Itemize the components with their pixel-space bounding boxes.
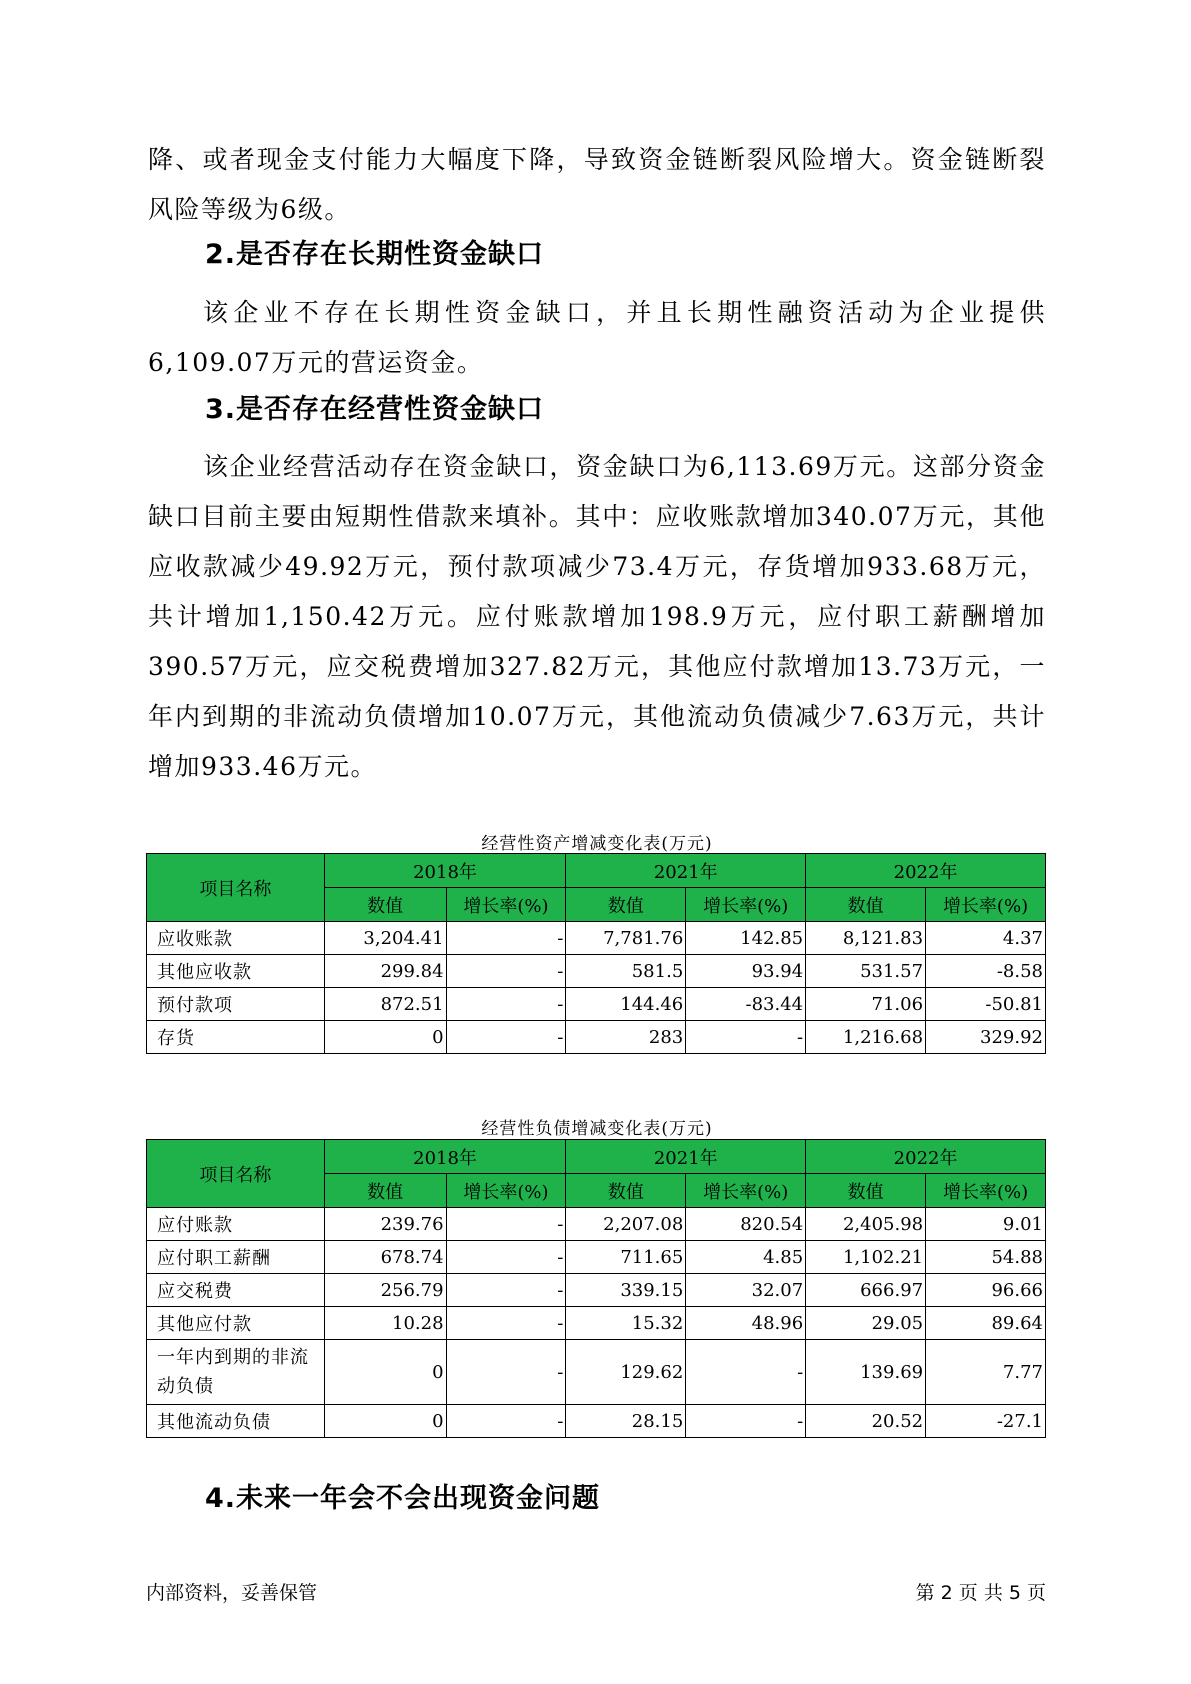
table-row xyxy=(147,1208,1046,1241)
growth-rate-cell: -27.1 xyxy=(926,1405,1046,1438)
value-cell: 15.32 xyxy=(566,1307,686,1340)
growth-rate-cell: - xyxy=(446,1208,566,1241)
growth-header: 增长率(%) xyxy=(446,888,566,922)
value-cell: 711.65 xyxy=(566,1241,686,1274)
value-cell: 0 xyxy=(324,1340,446,1405)
value-cell: 7,781.76 xyxy=(566,922,686,955)
section-2-heading: 2.是否存在长期性资金缺口 xyxy=(205,239,545,270)
value-cell: 1,102.21 xyxy=(806,1241,926,1274)
growth-rate-cell: - xyxy=(446,922,566,955)
growth-rate-cell: 54.88 xyxy=(926,1241,1046,1274)
value-cell: 2,405.98 xyxy=(806,1208,926,1241)
growth-rate-cell: 329.92 xyxy=(926,1021,1046,1054)
growth-rate-cell: - xyxy=(686,1340,806,1405)
table-row xyxy=(147,922,1046,955)
value-cell: 20.52 xyxy=(806,1405,926,1438)
assets-table xyxy=(146,853,1046,1054)
row-item-name: 其他流动负债 xyxy=(147,1405,325,1438)
value-cell: 283 xyxy=(566,1021,686,1054)
row-item-name: 其他应付款 xyxy=(147,1307,325,1340)
growth-header: 增长率(%) xyxy=(686,1174,806,1208)
value-cell: 872.51 xyxy=(324,988,446,1021)
value-cell: 28.15 xyxy=(566,1405,686,1438)
value-cell: 0 xyxy=(324,1021,446,1054)
row-item-name: 应交税费 xyxy=(147,1274,325,1307)
growth-rate-cell: - xyxy=(446,955,566,988)
growth-rate-cell: - xyxy=(446,1021,566,1054)
value-cell: 666.97 xyxy=(806,1274,926,1307)
value-header: 数值 xyxy=(806,1174,926,1208)
section-3-paragraph: 该企业经营活动存在资金缺口，资金缺口为6,113.69万元。这部分资金缺口目前主要由短期性借款来填补。其中：应收账款增加340.07万元，其他应收款减少49.92万元，预付款项减少73.4万元，存货增加933.68万元，共计增加1,150.42万元。应付账款增加198.9万元，应付职工薪酬增加390.57万元，应交税费增加327.82万元，其他应付款增加13.73万元，一年内到期的非流动负债增加10.07万元，其他流动负债减少7.63万元，共计增加933.46万元。 xyxy=(148,452,1046,781)
growth-rate-cell: -8.58 xyxy=(926,955,1046,988)
section-3-heading: 3.是否存在经营性资金缺口 xyxy=(205,394,545,425)
row-item-name: 应付账款 xyxy=(147,1208,325,1241)
table-row xyxy=(147,1340,1046,1405)
value-cell: 299.84 xyxy=(324,955,446,988)
item-name-header: 项目名称 xyxy=(147,1140,325,1208)
growth-rate-cell: 4.37 xyxy=(926,922,1046,955)
value-cell: 339.15 xyxy=(566,1274,686,1307)
growth-rate-cell: 820.54 xyxy=(686,1208,806,1241)
growth-rate-cell: 93.94 xyxy=(686,955,806,988)
table-row xyxy=(147,1405,1046,1438)
row-item-name: 一年内到期的非流动负债 xyxy=(147,1340,325,1405)
row-item-name: 应付职工薪酬 xyxy=(147,1241,325,1274)
growth-header: 增长率(%) xyxy=(446,1174,566,1208)
year-header: 2021年 xyxy=(566,854,806,888)
value-cell: 239.76 xyxy=(324,1208,446,1241)
value-cell: 10.28 xyxy=(324,1307,446,1340)
growth-rate-cell: -50.81 xyxy=(926,988,1046,1021)
value-header: 数值 xyxy=(324,1174,446,1208)
growth-rate-cell: - xyxy=(686,1405,806,1438)
year-header: 2018年 xyxy=(324,854,566,888)
table-row xyxy=(147,1021,1046,1054)
growth-rate-cell: 32.07 xyxy=(686,1274,806,1307)
growth-rate-cell: - xyxy=(686,1021,806,1054)
growth-rate-cell: 142.85 xyxy=(686,922,806,955)
section-2-paragraph: 该企业不存在长期性资金缺口，并且长期性融资活动为企业提供6,109.07万元的营运资金。 xyxy=(148,298,1046,377)
growth-rate-cell: - xyxy=(446,1241,566,1274)
value-cell: 2,207.08 xyxy=(566,1208,686,1241)
value-cell: 71.06 xyxy=(806,988,926,1021)
value-cell: 139.69 xyxy=(806,1340,926,1405)
value-header: 数值 xyxy=(806,888,926,922)
footer-confidential-note: 内部资料，妥善保管 xyxy=(146,1582,318,1604)
growth-header: 增长率(%) xyxy=(926,888,1046,922)
year-header: 2018年 xyxy=(324,1140,566,1174)
table-row xyxy=(147,1307,1046,1340)
value-cell: 256.79 xyxy=(324,1274,446,1307)
liabilities-table-caption: 经营性负债增减变化表(万元) xyxy=(481,1119,713,1139)
growth-rate-cell: 4.85 xyxy=(686,1241,806,1274)
row-item-name: 应收账款 xyxy=(147,922,325,955)
value-cell: 129.62 xyxy=(566,1340,686,1405)
growth-rate-cell: - xyxy=(446,1340,566,1405)
item-name-header: 项目名称 xyxy=(147,854,325,922)
growth-header: 增长率(%) xyxy=(926,1174,1046,1208)
intro-paragraph: 降、或者现金支付能力大幅度下降，导致资金链断裂风险增大。资金链断裂风险等级为6级。 xyxy=(148,145,1046,224)
growth-rate-cell: 7.77 xyxy=(926,1340,1046,1405)
year-header: 2022年 xyxy=(806,1140,1046,1174)
assets-table-caption: 经营性资产增减变化表(万元) xyxy=(481,834,713,854)
value-header: 数值 xyxy=(324,888,446,922)
growth-rate-cell: 96.66 xyxy=(926,1274,1046,1307)
growth-rate-cell: -83.44 xyxy=(686,988,806,1021)
growth-rate-cell: 9.01 xyxy=(926,1208,1046,1241)
liabilities-table xyxy=(146,1139,1046,1438)
value-cell: 0 xyxy=(324,1405,446,1438)
growth-rate-cell: - xyxy=(446,1274,566,1307)
section-4-heading: 4.未来一年会不会出现资金问题 xyxy=(205,1483,601,1514)
value-cell: 1,216.68 xyxy=(806,1021,926,1054)
growth-rate-cell: - xyxy=(446,1405,566,1438)
growth-rate-cell: - xyxy=(446,1307,566,1340)
year-header: 2021年 xyxy=(566,1140,806,1174)
value-cell: 8,121.83 xyxy=(806,922,926,955)
growth-rate-cell: - xyxy=(446,988,566,1021)
row-item-name: 其他应收款 xyxy=(147,955,325,988)
value-header: 数值 xyxy=(566,888,686,922)
growth-rate-cell: 48.96 xyxy=(686,1307,806,1340)
row-item-name: 存货 xyxy=(147,1021,325,1054)
value-cell: 29.05 xyxy=(806,1307,926,1340)
value-cell: 144.46 xyxy=(566,988,686,1021)
footer-page-number: 第 2 页 共 5 页 xyxy=(915,1582,1046,1604)
value-cell: 3,204.41 xyxy=(324,922,446,955)
year-header: 2022年 xyxy=(806,854,1046,888)
growth-header: 增长率(%) xyxy=(686,888,806,922)
value-header: 数值 xyxy=(566,1174,686,1208)
value-cell: 581.5 xyxy=(566,955,686,988)
row-item-name: 预付款项 xyxy=(147,988,325,1021)
growth-rate-cell: 89.64 xyxy=(926,1307,1046,1340)
table-row xyxy=(147,1274,1046,1307)
table-row xyxy=(147,955,1046,988)
table-row xyxy=(147,988,1046,1021)
value-cell: 531.57 xyxy=(806,955,926,988)
table-row xyxy=(147,1241,1046,1274)
value-cell: 678.74 xyxy=(324,1241,446,1274)
